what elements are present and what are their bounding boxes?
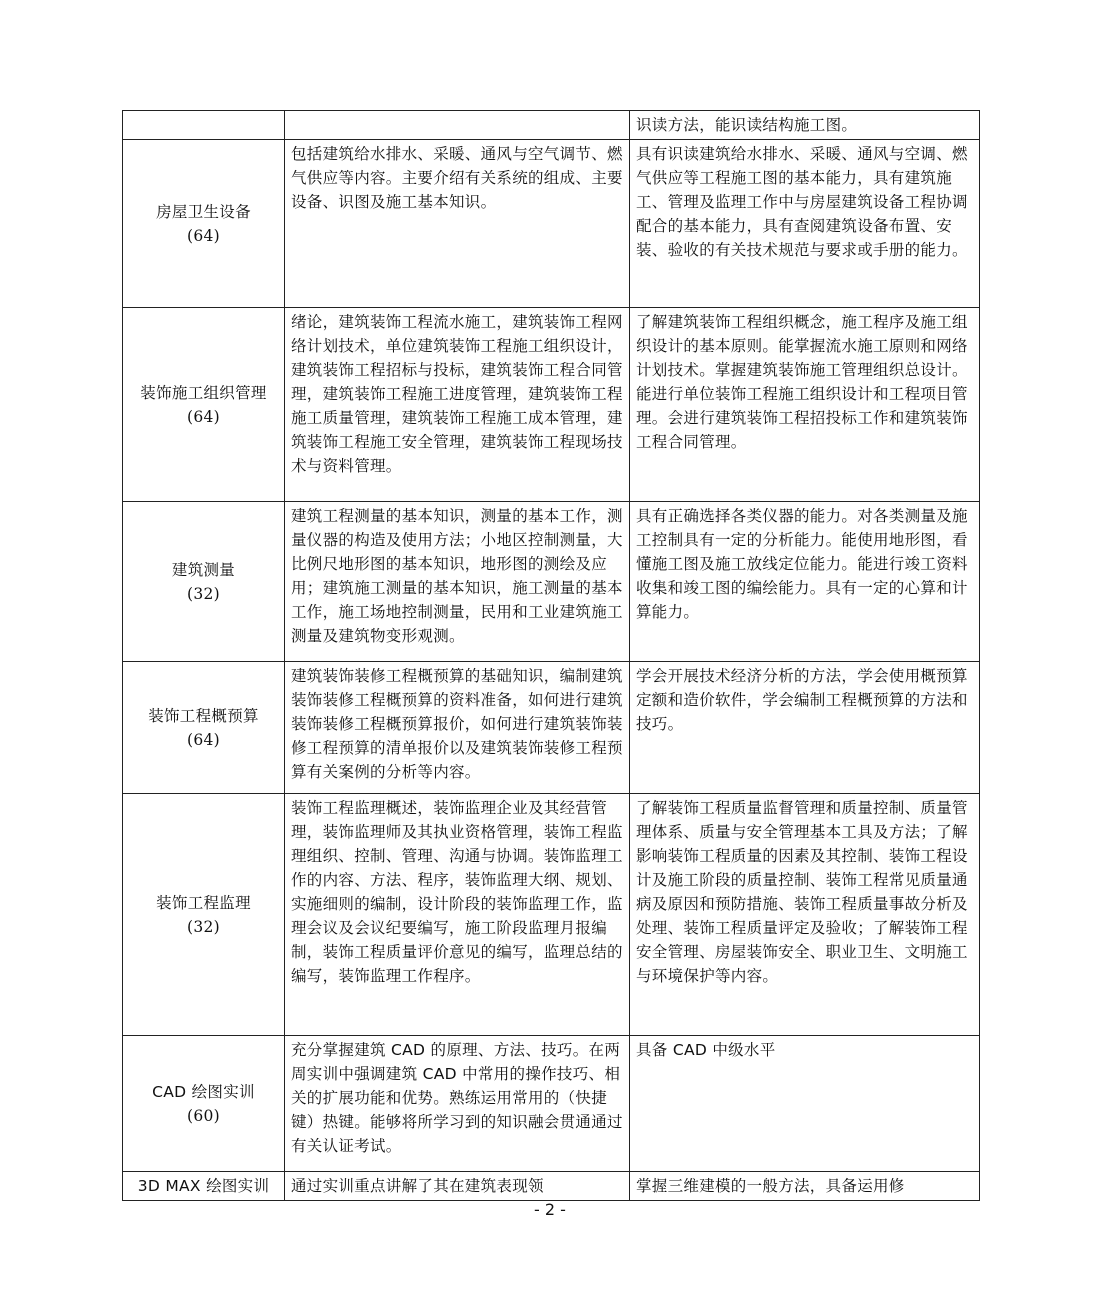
course-content-cell: 建筑装饰装修工程概预算的基础知识，编制建筑装饰装修工程概预算的资料准备，如何进行建筑装饰装修工程概预算报价，如何进行建筑装饰装修工程预算的清单报价以及建筑装饰装修工程预算有关案例的分析等内容。 (285, 662, 630, 794)
table-row (123, 1036, 980, 1172)
course-content-cell: 建筑工程测量的基本知识，测量的基本工作，测量仪器的构造及使用方法；小地区控制测量，大比例尺地形图的基本知识，地形图的测绘及应用；建筑施工测量的基本知识，施工测量的基本工作，施工场地控制测量，民用和工业建筑施工测量及建筑物变形观测。 (285, 502, 630, 662)
table-row (123, 111, 980, 140)
table-row (123, 794, 980, 1036)
course-content-cell: 包括建筑给水排水、采暖、通风与空气调节、燃气供应等内容。主要介绍有关系统的组成、主要设备、识图及施工基本知识。 (285, 140, 630, 308)
course-name: 房屋卫生设备 (156, 202, 251, 221)
course-name: CAD 绘图实训 (152, 1082, 255, 1101)
course-requirement-cell: 具备 CAD 中级水平 (630, 1036, 980, 1172)
table-row (123, 502, 980, 662)
course-name-cell (123, 140, 285, 308)
course-hours: (32) (186, 917, 221, 936)
course-hours: (64) (186, 730, 221, 749)
course-name: 装饰工程监理 (156, 893, 251, 912)
course-name-cell (123, 1172, 285, 1201)
course-name-cell (123, 662, 285, 794)
course-table (122, 110, 980, 1201)
course-name-cell (123, 111, 285, 140)
course-name: 3D MAX 绘图实训 (137, 1177, 270, 1195)
table-row (123, 140, 980, 308)
course-requirement-cell: 掌握三维建模的一般方法，具备运用修 (630, 1172, 980, 1201)
course-name: 建筑测量 (171, 560, 236, 579)
page-number: - 2 - (534, 1200, 566, 1219)
course-name-cell (123, 502, 285, 662)
course-name-cell (123, 794, 285, 1036)
course-requirement-cell: 识读方法，能识读结构施工图。 (630, 111, 980, 140)
course-name: 装饰工程概预算 (148, 706, 259, 725)
table-row (123, 308, 980, 502)
course-content-cell: 充分掌握建筑 CAD 的原理、方法、技巧。在两周实训中强调建筑 CAD 中常用的操作技巧、相关的扩展功能和优势。熟练运用常用的（快捷键）热键。能够将所学习到的知识融会贯通通过有关认证考试。 (285, 1036, 630, 1172)
course-hours: (64) (186, 226, 221, 245)
course-requirement-cell: 具有正确选择各类仪器的能力。对各类测量及施工控制具有一定的分析能力。能使用地形图，看懂施工图及施工放线定位能力。能进行竣工资料收集和竣工图的编绘能力。具有一定的心算和计算能力。 (630, 502, 980, 662)
table-row (123, 662, 980, 794)
course-requirement-cell: 了解建筑装饰工程组织概念，施工程序及施工组织设计的基本原则。能掌握流水施工原则和网络计划技术。掌握建筑装饰施工管理组织总设计。能进行单位装饰工程施工组织设计和工程项目管理。会进行建筑装饰工程招投标工作和建筑装饰工程合同管理。 (630, 308, 980, 502)
course-content-cell: 装饰工程监理概述，装饰监理企业及其经营管理，装饰监理师及其执业资格管理，装饰工程监理组织、控制、管理、沟通与协调。装饰监理工作的内容、方法、程序，装饰监理大纲、规划、实施细则的编制，设计阶段的装饰监理工作，监理会议及会议纪要编写，施工阶段监理月报编制，装饰工程质量评价意见的编写，监理总结的编写，装饰监理工作程序。 (285, 794, 630, 1036)
course-content-cell (285, 111, 630, 140)
course-requirement-cell: 学会开展技术经济分析的方法，学会使用概预算定额和造价软件，学会编制工程概预算的方法和技巧。 (630, 662, 980, 794)
course-requirement-cell: 具有识读建筑给水排水、采暖、通风与空调、燃气供应等工程施工图的基本能力，具有建筑施工、管理及监理工作中与房屋建筑设备工程协调配合的基本能力，具有查阅建筑设备布置、安装、验收的有关技术规范与要求或手册的能力。 (630, 140, 980, 308)
course-name-cell (123, 1036, 285, 1172)
course-name: 装饰施工组织管理 (140, 383, 267, 402)
course-hours: (64) (186, 407, 221, 426)
course-requirement-cell: 了解装饰工程质量监督管理和质量控制、质量管理体系、质量与安全管理基本工具及方法；了解影响装饰工程质量的因素及其控制、装饰工程设计及施工阶段的质量控制、装饰工程常见质量通病及原因和预防措施、装饰工程质量事故分析及处理、装饰工程质量评定及验收；了解装饰工程安全管理、房屋装饰安全、职业卫生、文明施工与环境保护等内容。 (630, 794, 980, 1036)
course-content-cell: 绪论，建筑装饰工程流水施工，建筑装饰工程网络计划技术，单位建筑装饰工程施工组织设计，建筑装饰工程招标与投标，建筑装饰工程合同管理，建筑装饰工程施工进度管理，建筑装饰工程施工质量管理，建筑装饰工程施工成本管理，建筑装饰工程施工安全管理，建筑装饰工程现场技术与资料管理。 (285, 308, 630, 502)
course-hours: (32) (186, 584, 221, 603)
course-hours: (60) (186, 1106, 221, 1125)
course-name-cell (123, 308, 285, 502)
course-content-cell: 通过实训重点讲解了其在建筑表现领 (285, 1172, 630, 1201)
table-row (123, 1172, 980, 1201)
